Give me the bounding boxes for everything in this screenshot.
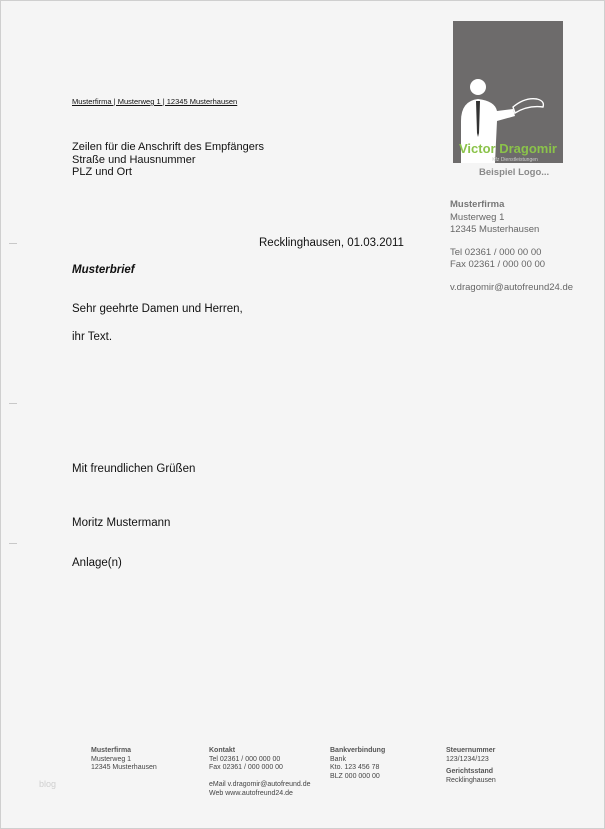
sender-sidebar	[450, 199, 573, 294]
footer-bank	[330, 747, 385, 781]
recipient-line-2: Straße und Hausnummer	[72, 153, 196, 166]
closing: Mit freundlichen Grüßen	[72, 463, 196, 475]
fold-mark-top	[9, 243, 17, 244]
place-date: Recklinghausen, 01.03.2011	[259, 237, 404, 249]
footer-company-city: 12345 Musterhausen	[91, 764, 157, 771]
footer-company-street: Musterweg 1	[91, 755, 132, 763]
body-text: ihr Text.	[72, 331, 113, 343]
signer-name: Moritz Mustermann	[72, 517, 171, 529]
footer-contact-web: Web www.autofreund24.de	[209, 789, 293, 797]
businessman-logo-icon	[453, 21, 563, 163]
attachment-note: Anlage(n)	[72, 557, 122, 569]
footer-contact-head: Kontakt	[209, 747, 236, 754]
footer-court-place: Recklinghausen	[446, 776, 496, 784]
recipient-line-1: Zeilen für die Anschrift des Empfängers	[72, 141, 264, 153]
logo-name: Victor Dragomir	[458, 141, 558, 156]
footer-court-head: Gerichtsstand	[446, 768, 494, 775]
footer-contact	[209, 747, 311, 798]
footer-tax-head: Steuernummer	[446, 747, 496, 754]
logo-caption: Beispiel Logo...	[479, 167, 550, 178]
footer-contact-tel: Tel 02361 / 000 000 00	[209, 755, 281, 763]
watermark-text: blog	[39, 779, 57, 789]
sidebar-company: Musterfirma	[450, 199, 505, 210]
footer-bank-code: BLZ 000 000 00	[330, 772, 380, 780]
sidebar-tel: Tel 02361 / 000 00 00	[450, 246, 542, 258]
sender-return-line: Musterfirma | Musterweg 1 | 12345 Musterhausen	[72, 97, 238, 106]
subject: Musterbrief	[72, 264, 135, 276]
fold-mark-bottom	[9, 543, 17, 544]
sidebar-street: Musterweg 1	[450, 211, 505, 223]
footer-tax	[446, 747, 496, 785]
footer-contact-fax: Fax 02361 / 000 000 00	[209, 764, 283, 771]
recipient-line-3: PLZ und Ort	[72, 166, 132, 178]
greeting: Sehr geehrte Damen und Herren,	[72, 303, 243, 315]
footer-company	[91, 747, 157, 773]
footer-bank-account: Kto. 123 456 78	[330, 764, 380, 771]
footer-company-head: Musterfirma	[91, 747, 132, 754]
footer-bank-head: Bankverbindung	[330, 747, 386, 754]
sidebar-fax: Fax 02361 / 000 00 00	[450, 259, 546, 270]
company-logo	[453, 21, 563, 163]
footer-contact-email: eMail v.dragomir@autofreund.de	[209, 781, 311, 788]
sidebar-city: 12345 Musterhausen	[450, 224, 540, 235]
logo-tagline: Kfz Dienstleistungen	[492, 157, 538, 163]
footer-bank-name: Bank	[330, 755, 346, 763]
sidebar-email: v.dragomir@autofreund24.de	[450, 281, 574, 293]
footer-tax-number: 123/1234/123	[446, 755, 489, 763]
punch-mark	[9, 403, 17, 404]
recipient-address	[72, 141, 264, 179]
